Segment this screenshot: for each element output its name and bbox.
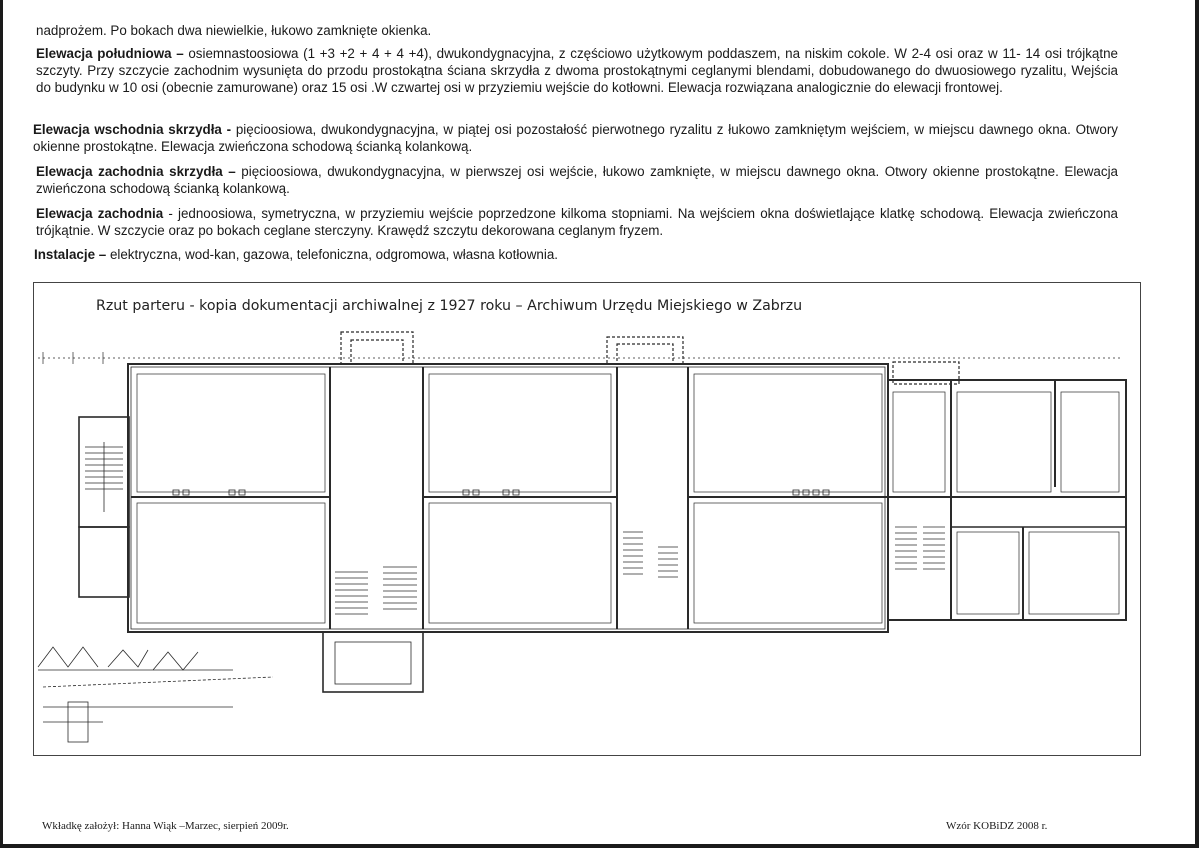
scan-edge-bottom bbox=[0, 844, 1199, 848]
west-elevation-label: Elewacja zachodnia bbox=[36, 206, 164, 221]
east-wing-elevation-text: pięcioosiowa, dwukondygnacyjna, w piątej osi pozostałość pierwotnego ryzalitu z łukowo zamkniętym wejściem, w miejscu dawnego okna. Otwory okienne prostokątne. Elewacja zwieńczona schodową ścianką kolankową. bbox=[33, 122, 1118, 154]
footer-template: Wzór KOBiDZ 2008 r. bbox=[946, 820, 1048, 832]
west-wing-elevation-paragraph bbox=[36, 163, 1118, 197]
plan-caption: Rzut parteru - kopia dokumentacji archiwalnej z 1927 roku – Archiwum Urzędu Miejskiego w Zabrzu bbox=[96, 298, 803, 314]
west-elevation-paragraph bbox=[36, 205, 1118, 239]
installations-paragraph bbox=[34, 246, 1116, 263]
west-elevation-text: - jednoosiowa, symetryczna, w przyziemiu wejście poprzedzone kilkoma stopniami. Na wejściem okna doświetlające klatkę schodową. Elewacja zwieńczona trójkątnie. W szczycie oraz po bokach ceglane sterczyny. Krawędź szczytu dekorowana ceglanym fryzem. bbox=[36, 206, 1118, 238]
scan-edge-left bbox=[0, 0, 3, 848]
floor-plan-drawing bbox=[33, 282, 1141, 756]
plan-entrance-porch bbox=[323, 632, 423, 692]
west-wing-elevation-text: pięcioosiowa, dwukondygnacyjna, w pierwszej osi wejście, łukowo zamknięte, w miejscu dawnego okna. Otwory okienne prostokątne. Elewacja zwieńczona schodową ścianką kolankową. bbox=[36, 164, 1118, 196]
scan-edge-right bbox=[1195, 0, 1199, 848]
west-wing-elevation-label: Elewacja zachodnia skrzydła – bbox=[36, 164, 236, 179]
installations-text: elektryczna, wod-kan, gazowa, telefoniczna, odgromowa, własna kotłownia. bbox=[106, 247, 559, 262]
intro-paragraph bbox=[36, 22, 1118, 39]
plan-top-projection-2 bbox=[607, 337, 683, 364]
south-elevation-text: osiemnastoosiowa (1 +3 +2 + 4 + 4 +4), dwukondygnacyjna, z częściowo użytkowym poddaszem, na niskim cokole. W 2-4 osi oraz w 11- 14 osi trójkątne szczyty. Przy szczycie zachodnim wysunięta do przodu prostokątna ściana skrzydła z dwoma prostokątnymi ceglanymi blendami, dobudowanego do dwuosiowego ryzalitu, Wejścia do budynku w 10 osi (obecnie zamurowane) oraz 15 osi .W czwartej osi w przyziemiu wejście do kotłowni. Elewacja rozwiązana analogicznie do elewacji frontowej. bbox=[36, 46, 1118, 95]
footer-author: Wkładkę założył: Hanna Wiąk –Marzec, sierpień 2009r. bbox=[42, 820, 289, 832]
plan-outer-wall-wing bbox=[888, 380, 1126, 620]
south-elevation-label: Elewacja południowa – bbox=[36, 46, 184, 61]
intro-text: nadprożem. Po bokach dwa niewielkie, łukowo zamknięte okienka. bbox=[36, 23, 432, 38]
plan-top-projection-1 bbox=[341, 332, 413, 364]
east-wing-elevation-paragraph bbox=[33, 121, 1118, 155]
installations-label: Instalacje – bbox=[34, 247, 107, 262]
south-elevation-paragraph bbox=[36, 45, 1118, 96]
east-wing-elevation-label: Elewacja wschodnia skrzydła - bbox=[33, 122, 232, 137]
